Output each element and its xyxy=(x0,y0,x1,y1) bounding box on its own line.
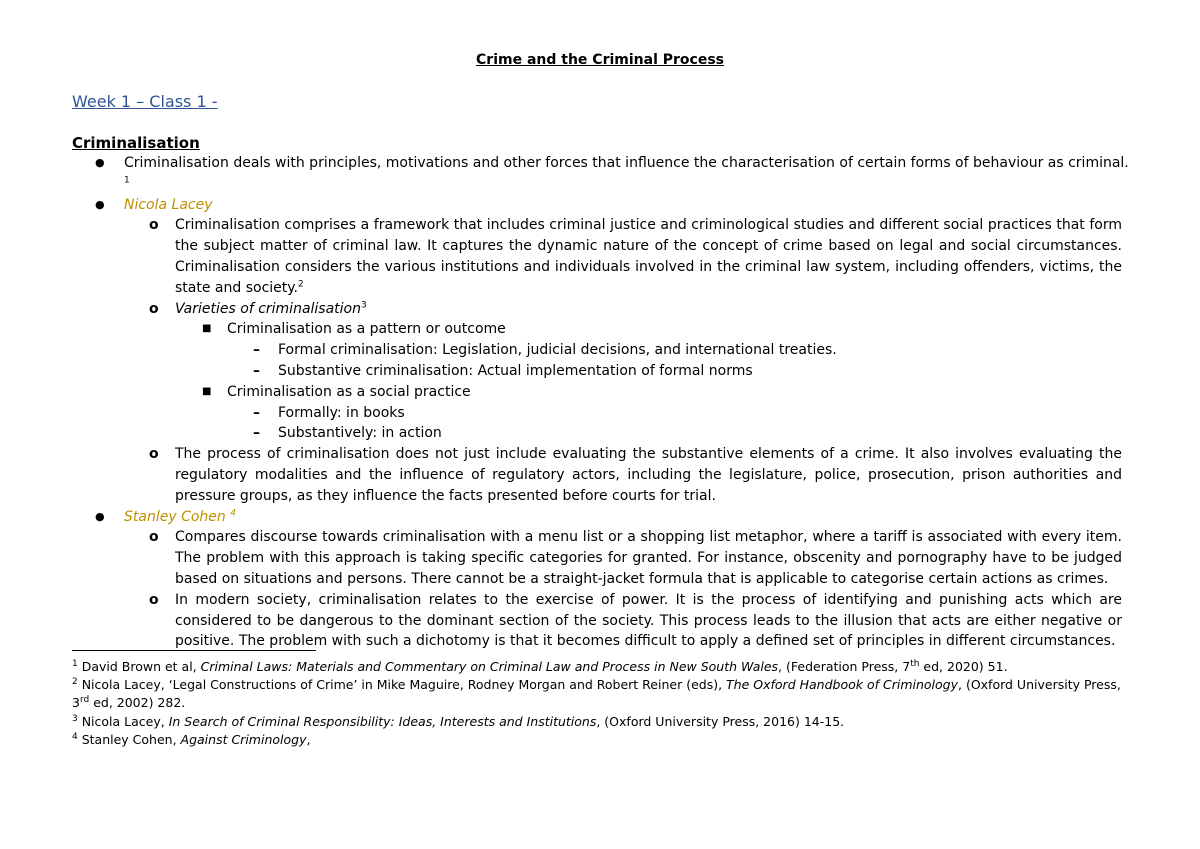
footnote-title: Criminal Laws: Materials and Commentary on Criminal Law and Process in New South Wales xyxy=(200,659,779,674)
bullet-circle-icon: o xyxy=(149,529,159,546)
footnote-text: Nicola Lacey, xyxy=(77,713,169,729)
document-body xyxy=(0,153,1200,652)
list-item xyxy=(95,153,1134,195)
bullet-square-icon: ■ xyxy=(202,385,212,397)
footnote-title: Against Criminology xyxy=(180,731,307,747)
bullet-disc-icon: ● xyxy=(95,509,105,523)
bullet-circle-icon: o xyxy=(149,300,159,317)
footnote-title: In Search of Criminal Responsibility: Ideas, Interests and Institutions xyxy=(168,713,597,729)
footnote-title: The Oxford Handbook of Criminology xyxy=(726,677,958,693)
bullet-square-icon: ■ xyxy=(202,323,212,335)
footnote-ref: 4 xyxy=(230,507,236,518)
footnote-text: David Brown et al, xyxy=(77,659,201,674)
footnote-text: , (Oxford University Press, 3 xyxy=(72,677,1121,711)
footnote-ref: 2 xyxy=(298,279,304,290)
list-item-text: Varieties of criminalisation xyxy=(175,300,361,317)
footnote xyxy=(72,713,1132,731)
footnote-number: 1 xyxy=(72,658,78,669)
bullet-dash-icon: – xyxy=(253,404,260,421)
list-item-text: Formally: in books xyxy=(278,404,405,421)
bullet-circle-icon: o xyxy=(149,217,159,234)
author-name: Stanley Cohen xyxy=(124,508,226,525)
list-item-text: Criminalisation comprises a framework that includes criminal justice and criminological studies and different social practices that form the subject matter of criminal law. It captures the dynamic nature of the concept of crime based on legal and social circumstances. Criminalisation considers the various institutions and individuals involved in the criminal law system, including offenders, victims, the state and society. xyxy=(175,217,1122,296)
bullet-disc-icon: ● xyxy=(95,156,105,169)
bullet-dash-icon: – xyxy=(253,342,260,359)
footnote-number: 2 xyxy=(72,677,78,688)
list-item-text: Formal criminalisation: Legislation, judicial decisions, and international treaties. xyxy=(278,342,837,359)
list-item xyxy=(149,215,1122,298)
list-item-text: Substantively: in action xyxy=(278,425,442,442)
list-item xyxy=(149,590,1122,652)
list-item xyxy=(253,340,1122,361)
list-item-text: The process of criminalisation does not just include evaluating the substantive elements of a crime. It also involves evaluating the regulatory modalities and the influence of regulatory actors, including the legislature, police, prosecution, prison authorities and pressure groups, as they influence the facts presented before courts for trial. xyxy=(175,446,1122,504)
list-item xyxy=(95,195,1134,216)
bullet-circle-icon: o xyxy=(149,446,159,463)
footnote-superscript: rd xyxy=(79,695,90,706)
list-item-text: In modern society, criminalisation relates to the exercise of power. It is the process of identifying and punishing acts which are considered to be dangerous to the dominant section of the society. This process leads to the illusion that acts are either negative or positive. The problem with such a dichotomy is that it becomes difficult to apply a defined set of principles in different circumstances. xyxy=(175,591,1122,650)
footnote-separator xyxy=(72,650,316,651)
bullet-dash-icon: – xyxy=(253,362,260,379)
author-name: Nicola Lacey xyxy=(124,196,213,213)
footnote-ref: 3 xyxy=(361,299,367,310)
list-item xyxy=(202,319,1122,340)
list-item-text: Substantive criminalisation: Actual implementation of formal norms xyxy=(278,362,753,379)
list-item xyxy=(149,299,1122,320)
bullet-dash-icon: – xyxy=(253,425,260,442)
list-item-text: Compares discourse towards criminalisation with a menu list or a shopping list metaphor, where a tariff is associated with every item. The problem with this approach is taking specific categories for granted. For instance, obscenity and pornography have to be judged based on situations and persons. There cannot be a straight-jacket formula that is applicable to categorise certain actions as crimes. xyxy=(175,529,1122,587)
list-item xyxy=(95,507,1134,528)
list-item xyxy=(202,382,1122,403)
footnote-text: , (Federation Press, 7 xyxy=(778,659,911,674)
footnotes xyxy=(72,658,1132,749)
footnote xyxy=(72,731,1132,749)
list-item-text: Criminalisation deals with principles, motivations and other forces that influence the characterisation of certain forms of behaviour as criminal. xyxy=(124,155,1129,171)
footnote-text: , xyxy=(306,731,311,747)
footnote-text: ed, 2002) 282. xyxy=(89,695,186,711)
footnote-superscript: th xyxy=(910,658,920,669)
footnote-text: ed, 2020) 51. xyxy=(919,659,1008,674)
list-item xyxy=(253,423,1122,444)
footnote-number: 3 xyxy=(72,713,78,724)
list-item xyxy=(149,527,1122,589)
footnote-text: Nicola Lacey, ‘Legal Constructions of Crime’ in Mike Maguire, Rodney Morgan and Robert Reiner (eds), xyxy=(77,677,727,693)
footnote-text: , (Oxford University Press, 2016) 14-15. xyxy=(596,713,845,729)
list-item-text: Criminalisation as a social practice xyxy=(227,383,471,400)
list-item xyxy=(253,403,1122,424)
footnote xyxy=(72,676,1132,712)
list-item xyxy=(149,444,1122,506)
footnote-text: Stanley Cohen, xyxy=(77,731,181,747)
document-title: Crime and the Criminal Process xyxy=(476,52,724,68)
footnote xyxy=(72,658,1132,676)
bullet-circle-icon: o xyxy=(149,591,159,608)
bullet-disc-icon: ● xyxy=(95,197,105,211)
week-heading: Week 1 – Class 1 - xyxy=(72,92,218,111)
section-heading: Criminalisation xyxy=(72,134,200,152)
list-item-text: Criminalisation as a pattern or outcome xyxy=(227,321,506,338)
footnote-number: 4 xyxy=(72,731,78,742)
list-item xyxy=(253,361,1122,382)
footnote-ref: 1 xyxy=(124,175,130,186)
